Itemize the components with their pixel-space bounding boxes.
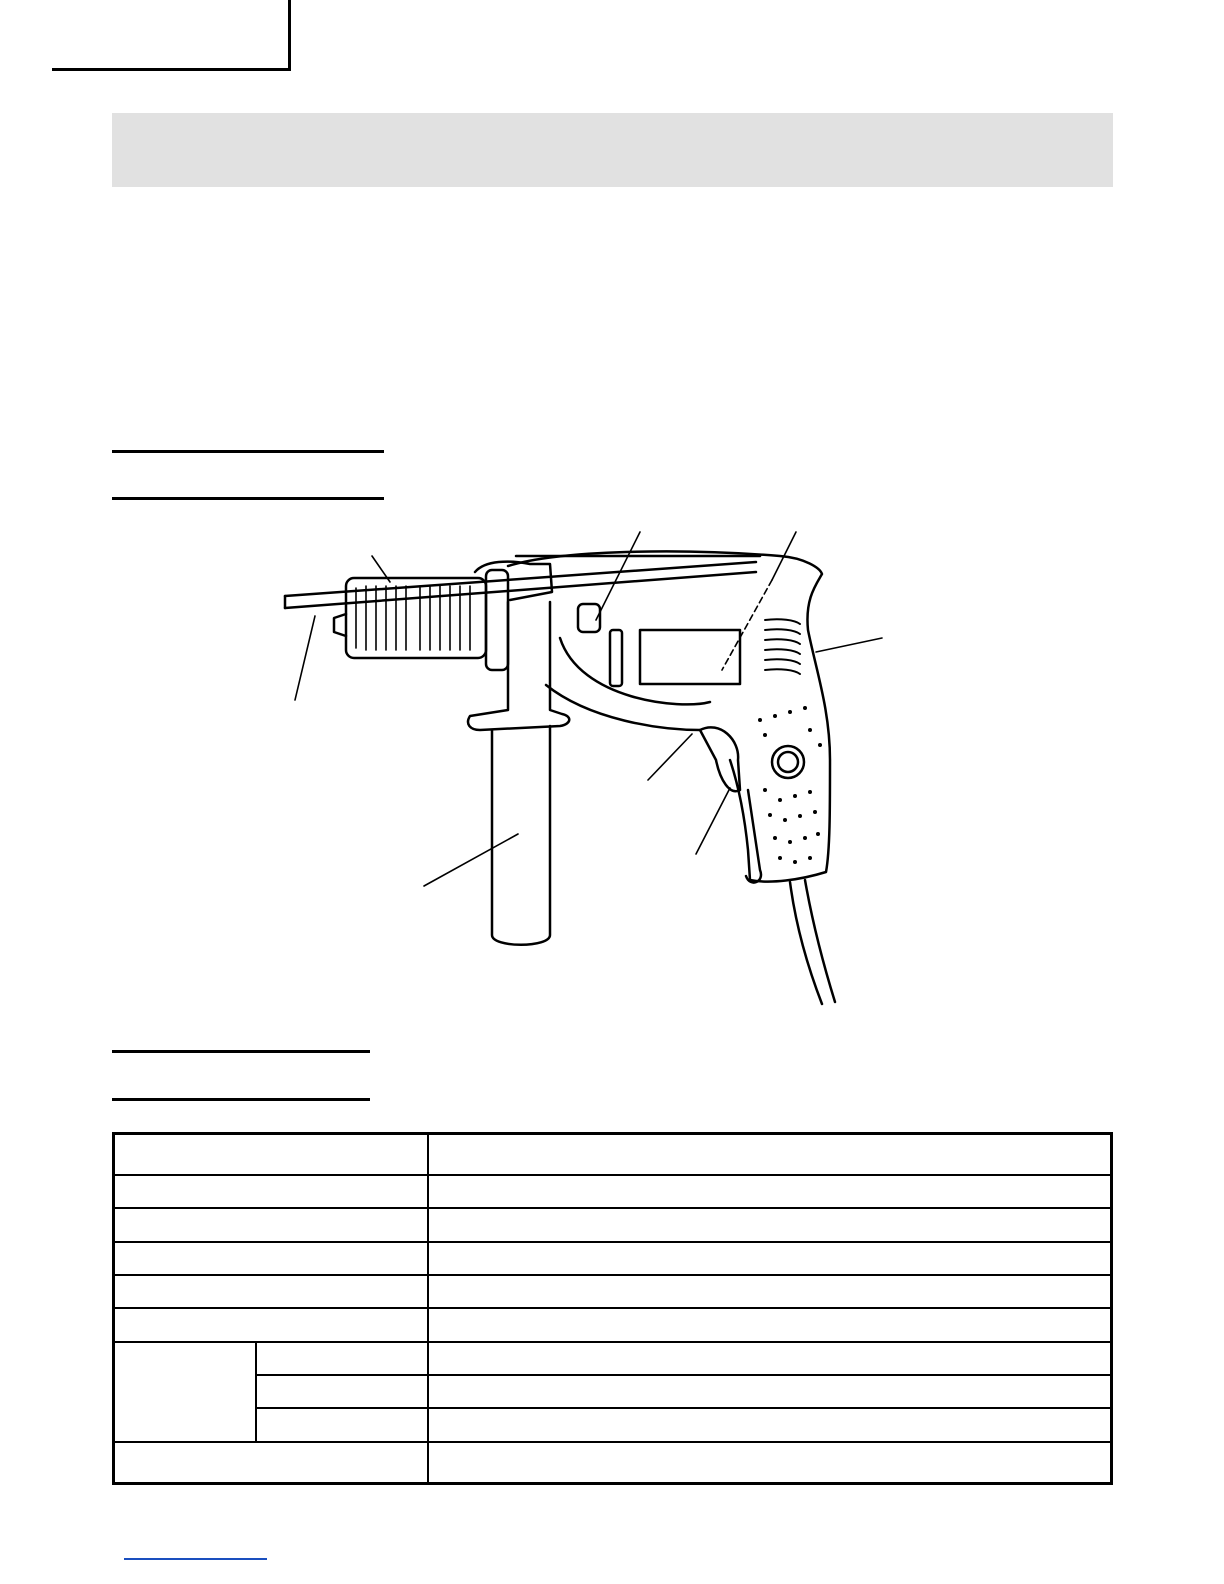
specifications-rule-bottom [112, 1098, 370, 1101]
table-row [114, 1308, 1112, 1341]
spec-label [114, 1208, 428, 1241]
spec-value [428, 1408, 1112, 1441]
subsection-rule-top [112, 450, 384, 453]
spec-label [114, 1275, 428, 1308]
spec-value [428, 1308, 1112, 1341]
table-row [114, 1242, 1112, 1275]
page-link-underline[interactable] [124, 1558, 267, 1560]
spec-label [256, 1408, 428, 1441]
spec-label [114, 1242, 428, 1275]
page-tab-bottom-line [52, 68, 291, 71]
trigger-switch [700, 727, 740, 791]
name-plate [640, 630, 740, 684]
spec-label [256, 1342, 428, 1375]
spec-value [428, 1442, 1112, 1484]
specifications-rule-top [112, 1050, 370, 1053]
table-row [114, 1408, 1112, 1441]
table-row [114, 1208, 1112, 1241]
table-row [114, 1442, 1112, 1484]
subsection-rule-bottom [112, 497, 384, 500]
spec-label [114, 1442, 428, 1484]
spec-label [256, 1375, 428, 1408]
table-row [114, 1275, 1112, 1308]
table-row [114, 1134, 1112, 1176]
spec-value [428, 1275, 1112, 1308]
drill-body [508, 551, 830, 881]
spec-value [428, 1208, 1112, 1241]
spec-label [114, 1308, 428, 1341]
side-handle [468, 602, 569, 730]
spec-value [428, 1375, 1112, 1408]
specifications-table [112, 1132, 1113, 1485]
table-row [114, 1175, 1112, 1208]
table-row [114, 1342, 1112, 1375]
spec-value [428, 1134, 1112, 1176]
page-tab-side-line [288, 0, 291, 71]
drill-figure [260, 520, 920, 1020]
spec-label [114, 1175, 428, 1208]
impact-drill-illustration-icon [260, 520, 920, 1020]
table-row [114, 1375, 1112, 1408]
section-heading-banner [112, 113, 1113, 187]
spec-label [114, 1134, 428, 1176]
spec-value [428, 1175, 1112, 1208]
spec-group-label [114, 1342, 256, 1442]
spec-value [428, 1342, 1112, 1375]
spec-value [428, 1242, 1112, 1275]
